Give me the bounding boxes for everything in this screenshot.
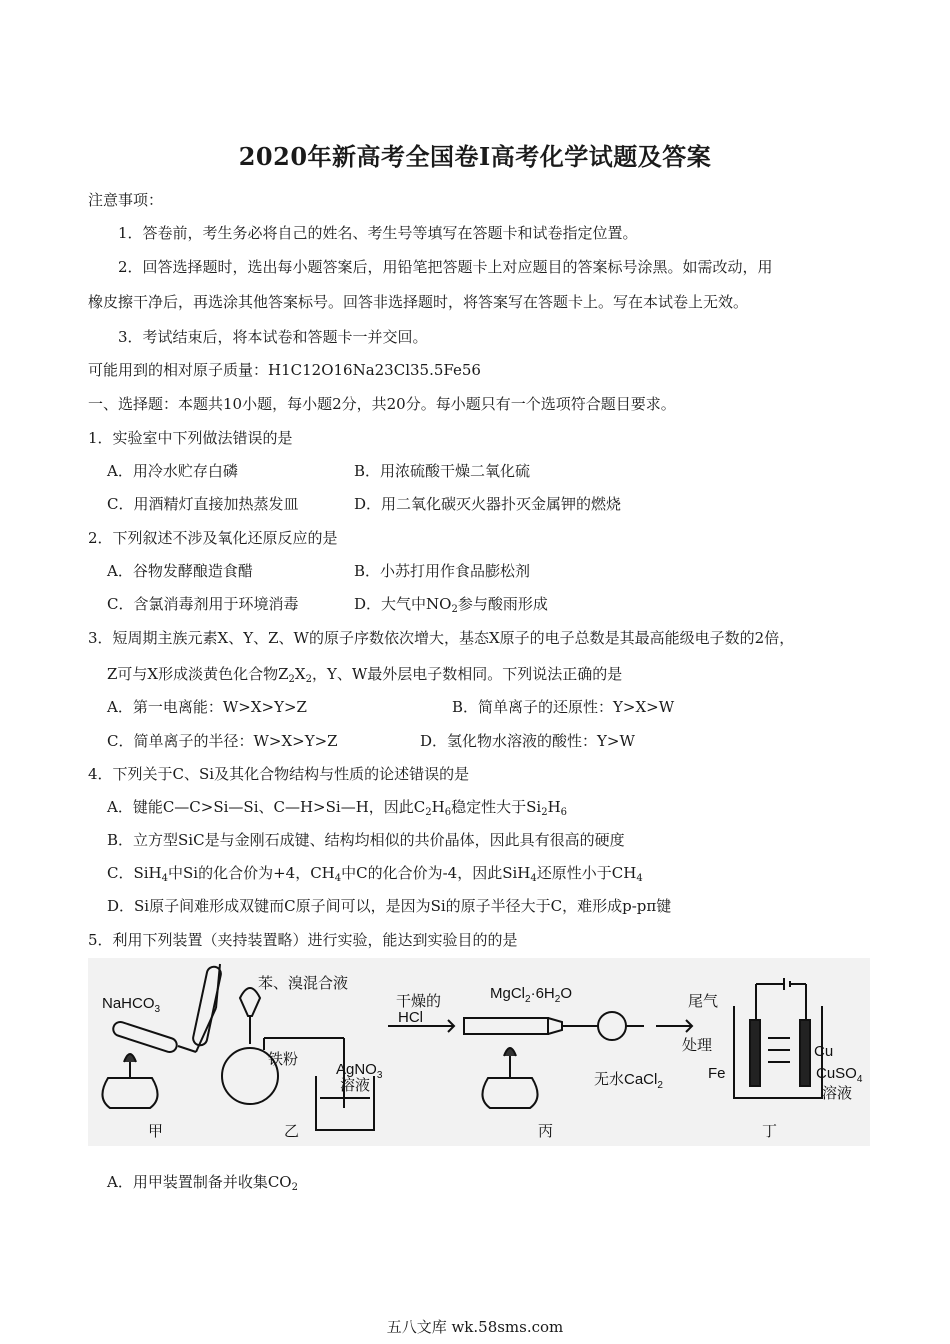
q2-option-a: A．谷物发酵酿造食醋: [107, 562, 253, 580]
q4-option-a: A．键能C—C>Si—Si、C—H>Si—H，因此$C_2H_6$稳定性大于$Si_2H_6$: [107, 798, 568, 818]
q3-stem: 3．短周期主族元素X、Y、Z、W的原子序数依次增大，基态X原子的电子总数是其最高能级电子数的2倍，: [88, 629, 795, 647]
page-title: 2020年新高考全国卷Ⅰ高考化学试题及答案: [238, 142, 712, 171]
label-cu: Cu: [814, 1043, 834, 1060]
atomic-mass-line: 可能用到的相对原子质量：H1C12O16Na23Cl35.5Fe56: [88, 361, 481, 379]
q3-option-c: C．简单离子的半径：W>X>Y>Z: [107, 732, 338, 750]
label-dry: 干燥的: [396, 993, 442, 1010]
label-fe: Fe: [708, 1065, 726, 1082]
q2-option-b: B．小苏打用作食品膨松剂: [354, 562, 531, 580]
label-cacl2: 无水CaCl$_2$: [594, 1071, 663, 1091]
label-cuso4-solution: 溶液: [822, 1085, 853, 1102]
label-agno3: AgNO$_3$: [336, 1061, 383, 1081]
q3-option-a: A．第一电离能：W>X>Y>Z: [107, 698, 307, 716]
q4-option-b: B．立方型SiC是与金刚石成键、结构均相似的共价晶体，因此具有很高的硬度: [107, 831, 625, 849]
notice-item-3: 3．考试结束后，将本试卷和答题卡一并交回。: [118, 328, 428, 346]
q1-option-d: D．用二氧化碳灭火器扑灭金属钾的燃烧: [354, 495, 622, 513]
apparatus-figure: [88, 958, 870, 1146]
label-nahco3: NaHCO$_3$: [102, 995, 161, 1015]
q4-stem: 4．下列关于C、Si及其化合物结构与性质的论述错误的是: [88, 765, 470, 783]
label-agno3-solution: 溶液: [340, 1077, 371, 1094]
label-cuso4: CuSO$_4$: [816, 1065, 863, 1085]
q5-stem: 5．利用下列装置（夹持装置略）进行实验，能达到实验目的的是: [88, 931, 518, 949]
caption-yi: 乙: [284, 1123, 300, 1140]
q4-option-d: D．Si原子间难形成双键而C原子间可以，是因为Si的原子半径大于C，难形成p-pπ键: [107, 897, 672, 915]
label-hcl: HCl: [398, 1009, 423, 1026]
notice-item-2-cont: 橡皮擦干净后，再选涂其他答案标号。回答非选择题时，将答案写在答题卡上。写在本试卷上无效。: [88, 293, 749, 311]
q2-option-d: D．大气中$NO_2$参与酸雨形成: [354, 595, 548, 615]
apparatus-jia: [102, 964, 222, 1108]
q3-stem-cont: Z可与X形成淡黄色化合物$Z_2X_2$，Y、W最外层电子数相同。下列说法正确的是: [107, 665, 623, 685]
section-heading: 一、选择题：本题共10小题，每小题2分，共20分。每小题只有一个选项符合题目要求。: [88, 395, 676, 413]
notice-item-2: 2．回答选择题时，选出每小题答案后，用铅笔把答题卡上对应题目的答案标号涂黑。如需改动，用: [118, 258, 773, 276]
q2-option-c: C．含氯消毒剂用于环境消毒: [107, 595, 299, 613]
q3-option-d: D．氢化物水溶液的酸性：Y>W: [420, 732, 635, 750]
footer-watermark: 五八文库 wk.58sms.com: [386, 1318, 564, 1336]
q3-option-b: B．简单离子的还原性：Y>X>W: [452, 698, 675, 716]
label-tail-gas-2: 处理: [682, 1037, 713, 1054]
label-tail-gas-1: 尾气: [688, 993, 719, 1010]
q1-option-b: B．用浓硫酸干燥二氧化硫: [354, 462, 531, 480]
notice-heading: 注意事项：: [88, 191, 164, 209]
caption-jia: 甲: [148, 1123, 164, 1140]
q1-option-c: C．用酒精灯直接加热蒸发皿: [107, 495, 299, 513]
caption-bing: 丙: [538, 1123, 554, 1140]
notice-item-1: 1．答卷前，考生务必将自己的姓名、考生号等填写在答题卡和试卷指定位置。: [118, 224, 638, 242]
label-mgcl2: $MgCl_2\cdot 6H_2O$: [490, 985, 572, 1005]
q2-stem: 2．下列叙述不涉及氧化还原反应的是: [88, 529, 338, 547]
q1-option-a: A．用冷水贮存白磷: [107, 462, 238, 480]
label-iron-powder: 铁粉: [268, 1051, 299, 1068]
q5-option-a: A．用甲装置制备并收集$CO_2$: [107, 1173, 298, 1193]
q1-stem: 1．实验室中下列做法错误的是: [88, 429, 293, 447]
label-benzene: 苯、溴混合液: [258, 975, 349, 992]
caption-ding: 丁: [762, 1123, 778, 1140]
q4-option-c: C．SiH$_4$中Si的化合价为+4，$CH_4$中C的化合价为-4，因此SiH$_4$还原性小于$CH_4$: [107, 864, 643, 884]
apparatus-ding: [734, 978, 822, 1098]
apparatus-bing: [388, 1012, 692, 1108]
